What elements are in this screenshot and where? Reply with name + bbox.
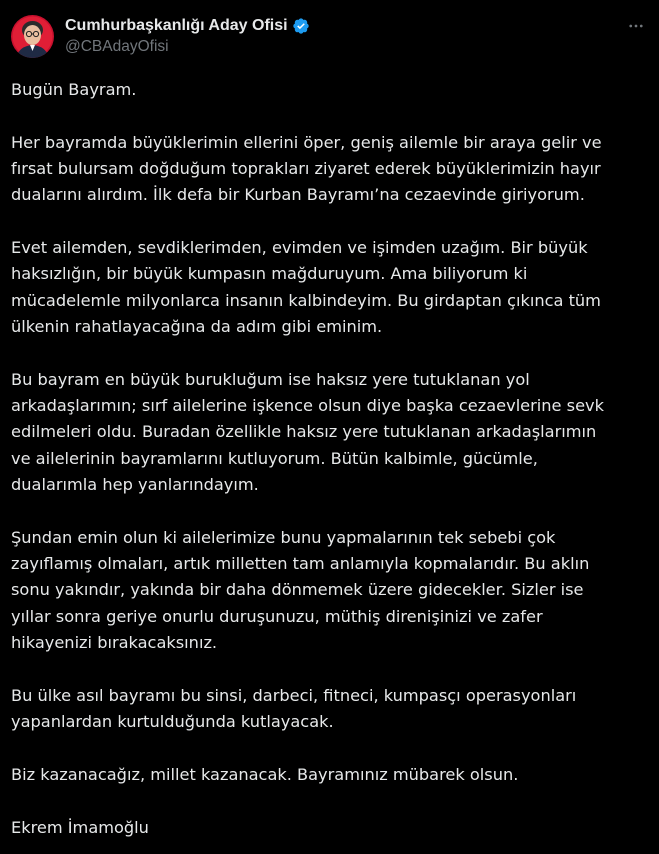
- more-dots-icon[interactable]: [625, 15, 647, 37]
- tweet-line: mücadelemle milyonlarca insanın kalbindeyim. Bu girdaptan çıkınca tüm: [11, 290, 601, 310]
- tweet-text: [11, 77, 651, 841]
- tweet-line: fırsat bulursam doğduğum toprakları ziyaret ederek büyüklerimizin hayır: [11, 159, 601, 179]
- tweet-line: hikayenizi bırakacaksınız.: [11, 633, 218, 653]
- paragraph-gap: [11, 340, 651, 367]
- name-row: [65, 15, 310, 37]
- tweet-line: edilmeleri oldu. Buradan özellikle haksız yere tutuklanan arkadaşlarımın: [11, 422, 597, 442]
- tweet-line: Şundan emin olun ki ailelerimize bunu yapmalarının tek sebebi çok: [11, 527, 556, 547]
- tweet-line: Her bayramda büyüklerimin ellerini öper, geniş ailemle bir araya gelir ve: [11, 132, 602, 152]
- tweet-line: sonu yakındır, yakında bir daha dönmemek üzere gidecekler. Sizler ise: [11, 580, 584, 600]
- author-names: [65, 15, 310, 56]
- paragraph-gap: [11, 209, 651, 236]
- tweet-line: Bu bayram en büyük burukluğum ise haksız yere tutuklanan yol: [11, 369, 530, 389]
- tweet-line: ülkenin rahatlayacağına da adım gibi eminim.: [11, 317, 383, 337]
- tweet-header: [11, 13, 651, 61]
- display-name[interactable]: Cumhurbaşkanlığı Aday Ofisi: [65, 17, 288, 34]
- tweet-line: arkadaşlarımın; sırf ailelerine işkence olsun diye başka cezaevlerine sevk: [11, 396, 605, 416]
- tweet-line: yıllar sonra geriye onurlu duruşunuzu, müthiş direnişinizi ve zafer: [11, 606, 543, 626]
- tweet-line: Ekrem İmamoğlu: [11, 817, 149, 837]
- tweet-line: haksızlığın, bir büyük kumpasın mağduruyum. Ama biliyorum ki: [11, 264, 528, 284]
- tweet-line: Biz kazanacağız, millet kazanacak. Bayramınız mübarek olsun.: [11, 764, 519, 784]
- tweet-line: Bugün Bayram.: [11, 80, 137, 99]
- tweet-line: dualarımla hep yanlarındayım.: [11, 475, 259, 495]
- paragraph-gap: [11, 788, 651, 815]
- tweet-line: zayıflamış olmaları, artık milletten tam anlamıyla kopmalarıdır. Bu aklın: [11, 554, 590, 574]
- avatar[interactable]: [11, 15, 54, 58]
- paragraph-gap: [11, 103, 651, 130]
- paragraph-gap: [11, 498, 651, 525]
- paragraph-gap: [11, 656, 651, 683]
- verified-badge-icon[interactable]: [292, 17, 310, 35]
- paragraph-gap: [11, 735, 651, 762]
- tweet-line: ve ailelerinin bayramlarını kutluyorum. Bütün kalbimle, gücümle,: [11, 448, 538, 468]
- tweet-line: dualarını alırdım. İlk defa bir Kurban Bayramı’na cezaevinde giriyorum.: [11, 185, 585, 205]
- author-handle[interactable]: @CBAdayOfisi: [65, 38, 169, 55]
- tweet-line: Evet ailemden, sevdiklerimden, evimden ve işimden uzağım. Bir büyük: [11, 238, 588, 258]
- tweet-line: yapanlardan kurtulduğunda kutlayacak.: [11, 712, 334, 732]
- avatar-image: [11, 15, 54, 58]
- tweet-line: Bu ülke asıl bayramı bu sinsi, darbeci, fitneci, kumpasçı operasyonları: [11, 685, 577, 705]
